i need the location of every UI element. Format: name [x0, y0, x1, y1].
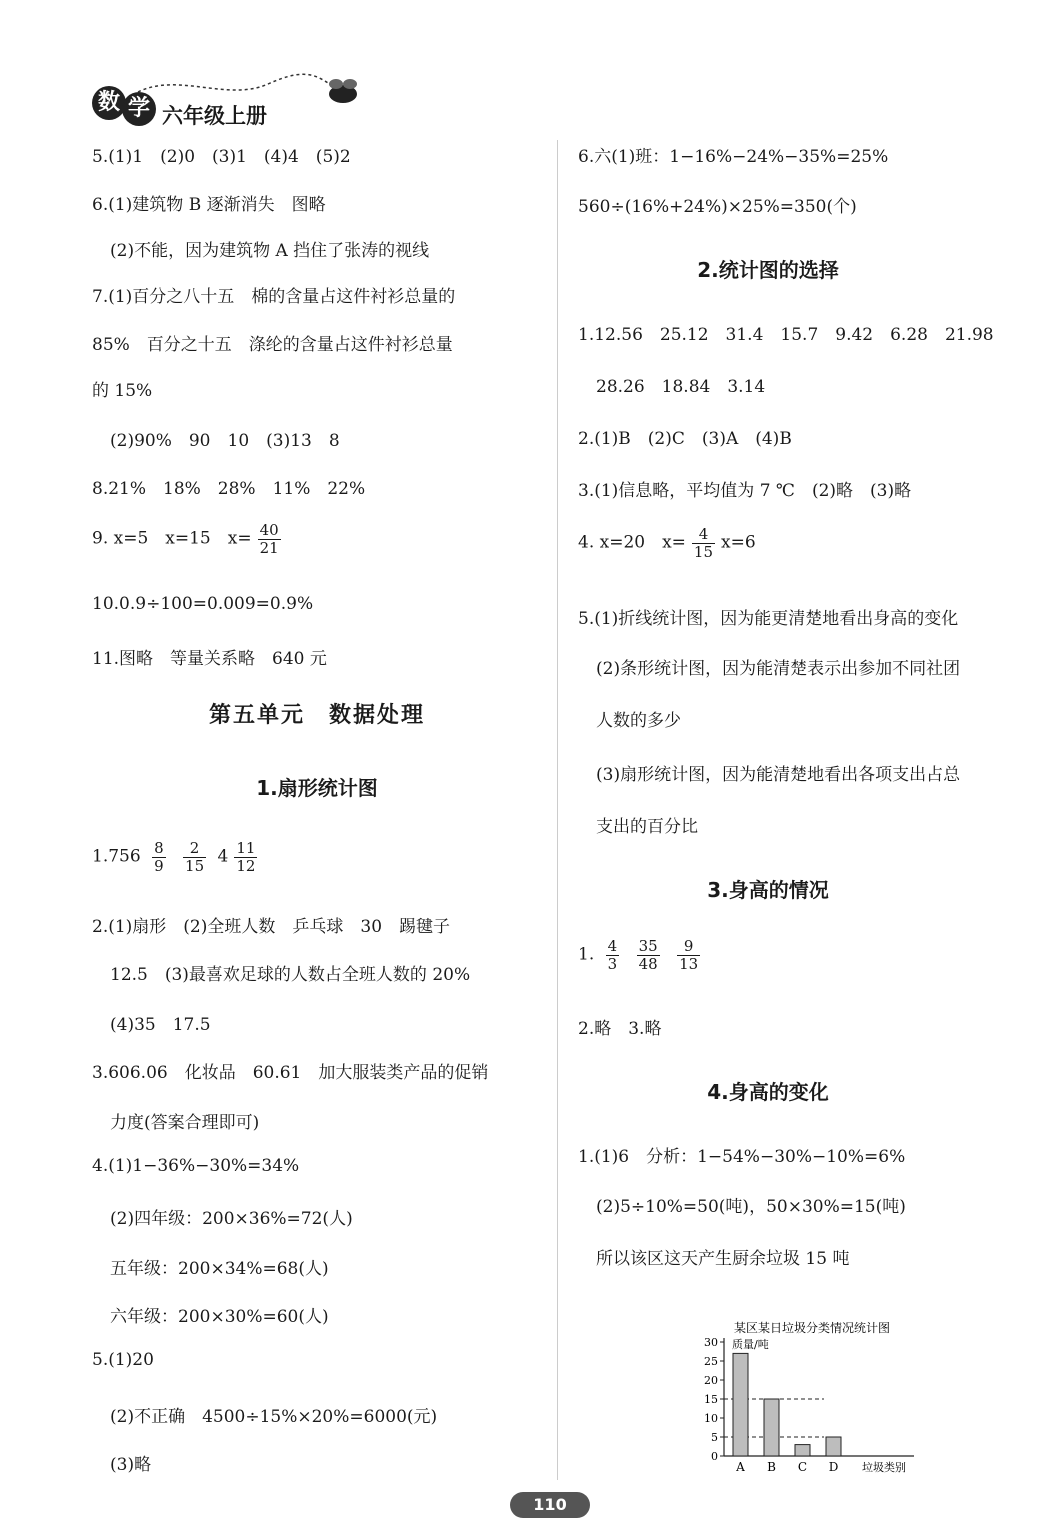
answer-line — [92, 840, 263, 874]
grade-label: 六年级上册 — [162, 104, 267, 128]
answer-line: (2)5÷10%=50(吨)，50×30%=15(吨) — [596, 1197, 906, 1217]
fraction: $\frac{11}{12}$ — [236, 839, 256, 875]
y-tick-label: 30 — [704, 1336, 718, 1349]
x-axis-label: 垃圾类别 — [862, 1461, 906, 1474]
fraction: $\frac{8}{9}$ — [154, 839, 164, 875]
answer-line: 五年级：200×34%=68(人) — [110, 1259, 329, 1279]
answer-line: 6.(1)建筑物 B 逐渐消失 图略 — [92, 195, 326, 215]
answer-line: 2.略 3.略 — [578, 1019, 662, 1039]
y-tick-label: 15 — [704, 1393, 718, 1406]
bar — [764, 1399, 779, 1456]
answer-line: (3)扇形统计图，因为能清楚地看出各项支出占总 — [596, 765, 961, 785]
answer-line: (2)不正确 4500÷15%×20%=6000(元) — [110, 1407, 438, 1427]
answer-line: 5.(1)20 — [92, 1350, 154, 1370]
answer-line: 5.(1)折线统计图，因为能更清楚地看出身高的变化 — [578, 609, 959, 629]
fraction: $\frac{4}{15}$ — [693, 525, 714, 561]
answer-line: 7.(1)百分之八十五 棉的含量占这件衬衫总量的 — [92, 287, 456, 307]
answer-line: (4)35 17.5 — [110, 1015, 211, 1035]
answer-text: 4. x=20 x= — [578, 532, 686, 553]
fraction: $\frac{35}{48}$ — [638, 937, 658, 973]
page-header — [88, 72, 388, 132]
section-title: 4.身高的变化 — [707, 1080, 829, 1104]
answer-line: 力度(答案合理即可) — [110, 1113, 260, 1133]
answer-line: (3)略 — [110, 1455, 152, 1475]
answer-line: 5.(1)1 (2)0 (3)1 (4)4 (5)2 — [92, 147, 351, 167]
y-tick-label: 0 — [711, 1450, 718, 1463]
section-title: 1.扇形统计图 — [256, 776, 378, 800]
answer-line: 11.图略 等量关系略 640 元 — [92, 649, 327, 669]
bar — [795, 1445, 810, 1456]
x-tick-label: B — [767, 1460, 776, 1474]
section-title: 2.统计图的选择 — [697, 258, 839, 282]
answer-line: 所以该区这天产生厨余垃圾 15 吨 — [596, 1249, 850, 1269]
answer-line: 1.12.56 25.12 31.4 15.7 9.42 6.28 21.98 — [578, 325, 994, 345]
answer-line: 1.(1)6 分析：1−54%−30%−10%=6% — [578, 1147, 906, 1167]
answer-text: 1.756 — [92, 846, 141, 867]
answer-line: 的 15% — [92, 381, 153, 401]
answer-line: 12.5 (3)最喜欢足球的人数占全班人数的 20% — [110, 965, 471, 985]
answer-line: 8.21% 18% 28% 11% 22% — [92, 479, 366, 499]
answer-line — [578, 526, 756, 560]
fraction: $\frac{2}{15}$ — [185, 839, 205, 875]
answer-line: 4.(1)1−36%−30%=34% — [92, 1156, 300, 1176]
unit-title: 第五单元 数据处理 — [208, 703, 425, 728]
answer-line: (2)不能，因为建筑物 A 挡住了张涛的视线 — [110, 241, 430, 261]
answer-line — [578, 938, 706, 972]
page-number: 110 — [510, 1492, 590, 1518]
answer-line: 2.(1)B (2)C (3)A (4)B — [578, 429, 792, 449]
answer-line: 人数的多少 — [596, 711, 681, 731]
answer-line: 560÷(16%+24%)×25%=350(个) — [578, 197, 857, 217]
math-badge-1: 数 — [92, 86, 126, 120]
math-badge-2: 学 — [122, 92, 156, 126]
answer-line: 3.(1)信息略，平均值为 7 ℃ (2)略 (3)略 — [578, 481, 912, 501]
x-tick-label: A — [736, 1460, 745, 1474]
bar — [826, 1437, 841, 1456]
answer-text: x=6 — [721, 532, 756, 553]
answer-line: (2)四年级：200×36%=72(人) — [110, 1209, 353, 1229]
answer-line: 2.(1)扇形 (2)全班人数 乒乓球 30 踢毽子 — [92, 917, 451, 937]
answer-line: 85% 百分之十五 涤纶的含量占这件衬衫总量 — [92, 335, 453, 355]
answer-line: 6.六(1)班：1−16%−24%−35%=25% — [578, 147, 889, 167]
y-tick-label: 25 — [704, 1355, 718, 1368]
answer-line — [92, 522, 287, 556]
column-divider — [557, 140, 558, 1480]
fraction: $\frac{4}{3}$ — [607, 937, 618, 973]
answer-line: (2)90% 90 10 (3)13 8 — [110, 431, 340, 451]
bar-chart — [692, 1320, 932, 1480]
answer-line: 支出的百分比 — [596, 817, 698, 837]
x-tick-label: D — [828, 1460, 839, 1474]
y-axis-label: 质量/吨 — [732, 1338, 769, 1351]
x-tick-label: C — [797, 1460, 808, 1474]
bar — [733, 1353, 748, 1456]
answer-text: 9. x=5 x=15 x= — [92, 528, 252, 549]
answer-text: 1. — [578, 944, 595, 965]
section-title: 3.身高的情况 — [707, 878, 829, 902]
y-tick-label: 20 — [704, 1374, 718, 1387]
answer-line: 28.26 18.84 3.14 — [596, 377, 766, 397]
fraction: $\frac{9}{13}$ — [679, 937, 699, 973]
answer-line: 10.0.9÷100=0.009=0.9% — [92, 594, 314, 614]
y-tick-label: 5 — [711, 1431, 718, 1444]
whole-number: 4 — [217, 846, 229, 867]
answer-line: 3.606.06 化妆品 60.61 加大服装类产品的促销 — [92, 1063, 489, 1083]
fraction: $\frac{40}{21}$ — [259, 521, 279, 557]
answer-line: 六年级：200×30%=60(人) — [110, 1307, 329, 1327]
y-tick-label: 10 — [704, 1412, 718, 1425]
chart-title: 某区某日垃圾分类情况统计图 — [733, 1321, 891, 1335]
answer-line: (2)条形统计图，因为能清楚表示出参加不同社团 — [596, 659, 961, 679]
